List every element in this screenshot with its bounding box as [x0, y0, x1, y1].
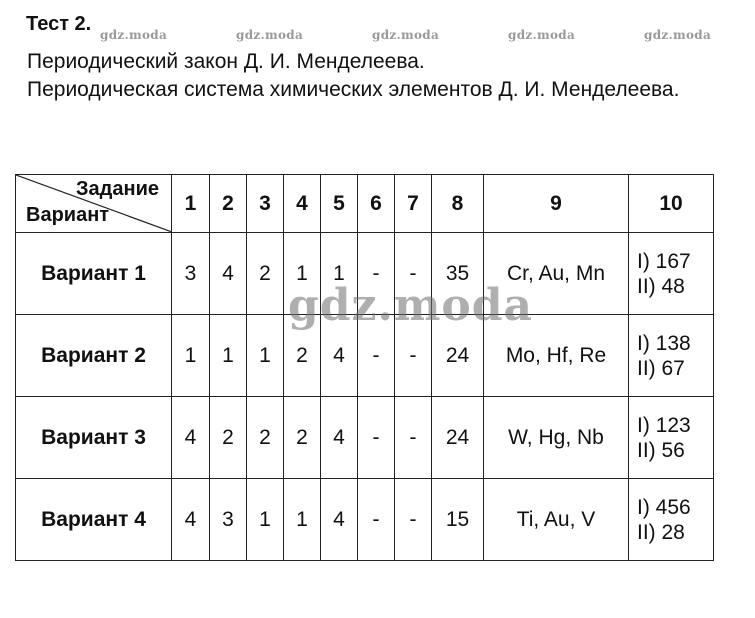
- answer-line: I) 167: [637, 249, 691, 273]
- answer-cell: 4: [321, 397, 358, 479]
- answer-cell: -: [395, 233, 432, 315]
- column-header: 1: [172, 175, 210, 233]
- answer-cell-10: [629, 233, 714, 315]
- answer-cell: 1: [284, 479, 321, 561]
- answer-cell: W, Hg, Nb: [484, 397, 629, 479]
- answer-cell: 4: [321, 315, 358, 397]
- answer-line: I) 138: [637, 331, 691, 355]
- answer-line: II) 56: [637, 438, 685, 462]
- answer-cell: -: [395, 315, 432, 397]
- answer-line: II) 48: [637, 274, 685, 298]
- column-header: 4: [284, 175, 321, 233]
- answer-cell: 15: [432, 479, 484, 561]
- answer-cell: 2: [210, 397, 247, 479]
- answer-line: II) 28: [637, 520, 685, 544]
- column-header: 2: [210, 175, 247, 233]
- variant-label: Вариант 4: [16, 479, 172, 561]
- answer-cell: -: [358, 397, 395, 479]
- watermark-large: gdz.moda: [288, 280, 534, 331]
- watermark-small: gdz.moda: [100, 28, 168, 42]
- answer-line: II) 67: [637, 356, 685, 380]
- answer-cell: 4: [321, 479, 358, 561]
- column-header: 8: [432, 175, 484, 233]
- variant-label: Вариант 3: [16, 397, 172, 479]
- answer-cell-10: [629, 315, 714, 397]
- variant-label: Вариант 1: [16, 233, 172, 315]
- test-title: Тест 2.: [26, 13, 92, 35]
- answer-cell: 2: [247, 397, 284, 479]
- answer-cell: 1: [284, 233, 321, 315]
- column-header: 7: [395, 175, 432, 233]
- column-header: 3: [247, 175, 284, 233]
- table-row: [16, 397, 714, 479]
- corner-label-variant: Вариант: [26, 204, 110, 226]
- answer-cell: -: [395, 479, 432, 561]
- answer-cell: 1: [247, 479, 284, 561]
- header-row: [16, 175, 714, 233]
- answer-cell: 35: [432, 233, 484, 315]
- answer-cell-10: [629, 397, 714, 479]
- column-header: 9: [484, 175, 629, 233]
- answer-cell: 2: [284, 397, 321, 479]
- answer-cell: Mo, Hf, Re: [484, 315, 629, 397]
- watermark-small: gdz.moda: [644, 28, 712, 42]
- answer-cell: -: [358, 315, 395, 397]
- watermark-small: gdz.moda: [236, 28, 304, 42]
- column-header: 6: [358, 175, 395, 233]
- answer-cell: -: [358, 479, 395, 561]
- answer-cell: -: [395, 397, 432, 479]
- corner-label-task: Задание: [76, 178, 159, 200]
- answer-cell: 4: [210, 233, 247, 315]
- answer-cell: 1: [247, 315, 284, 397]
- answer-cell: -: [358, 233, 395, 315]
- answer-cell-10: [629, 479, 714, 561]
- answer-cell: 2: [247, 233, 284, 315]
- subtitle-periodic-law: Периодический закон Д. И. Менделеева.: [27, 50, 425, 73]
- answer-cell: 3: [210, 479, 247, 561]
- answer-cell: 1: [321, 233, 358, 315]
- answer-cell: 4: [172, 397, 210, 479]
- corner-cell: [16, 175, 172, 233]
- column-header: 10: [629, 175, 714, 233]
- answer-line: I) 123: [637, 413, 691, 437]
- table-row: [16, 479, 714, 561]
- answer-cell: Ti, Au, V: [484, 479, 629, 561]
- answer-cell: 24: [432, 397, 484, 479]
- subtitle-periodic-system: Периодическая система химических элементов Д. И. Менделеева.: [27, 78, 680, 101]
- answer-line: I) 456: [637, 495, 691, 519]
- answer-cell: 24: [432, 315, 484, 397]
- watermark-small: gdz.moda: [508, 28, 576, 42]
- answers-table: [15, 174, 714, 561]
- column-header: 5: [321, 175, 358, 233]
- answer-cell: 1: [172, 315, 210, 397]
- watermark-small: gdz.moda: [372, 28, 440, 42]
- answer-cell: 1: [210, 315, 247, 397]
- answer-cell: Cr, Au, Mn: [484, 233, 629, 315]
- answer-cell: 3: [172, 233, 210, 315]
- variant-label: Вариант 2: [16, 315, 172, 397]
- answer-cell: 4: [172, 479, 210, 561]
- answer-cell: 2: [284, 315, 321, 397]
